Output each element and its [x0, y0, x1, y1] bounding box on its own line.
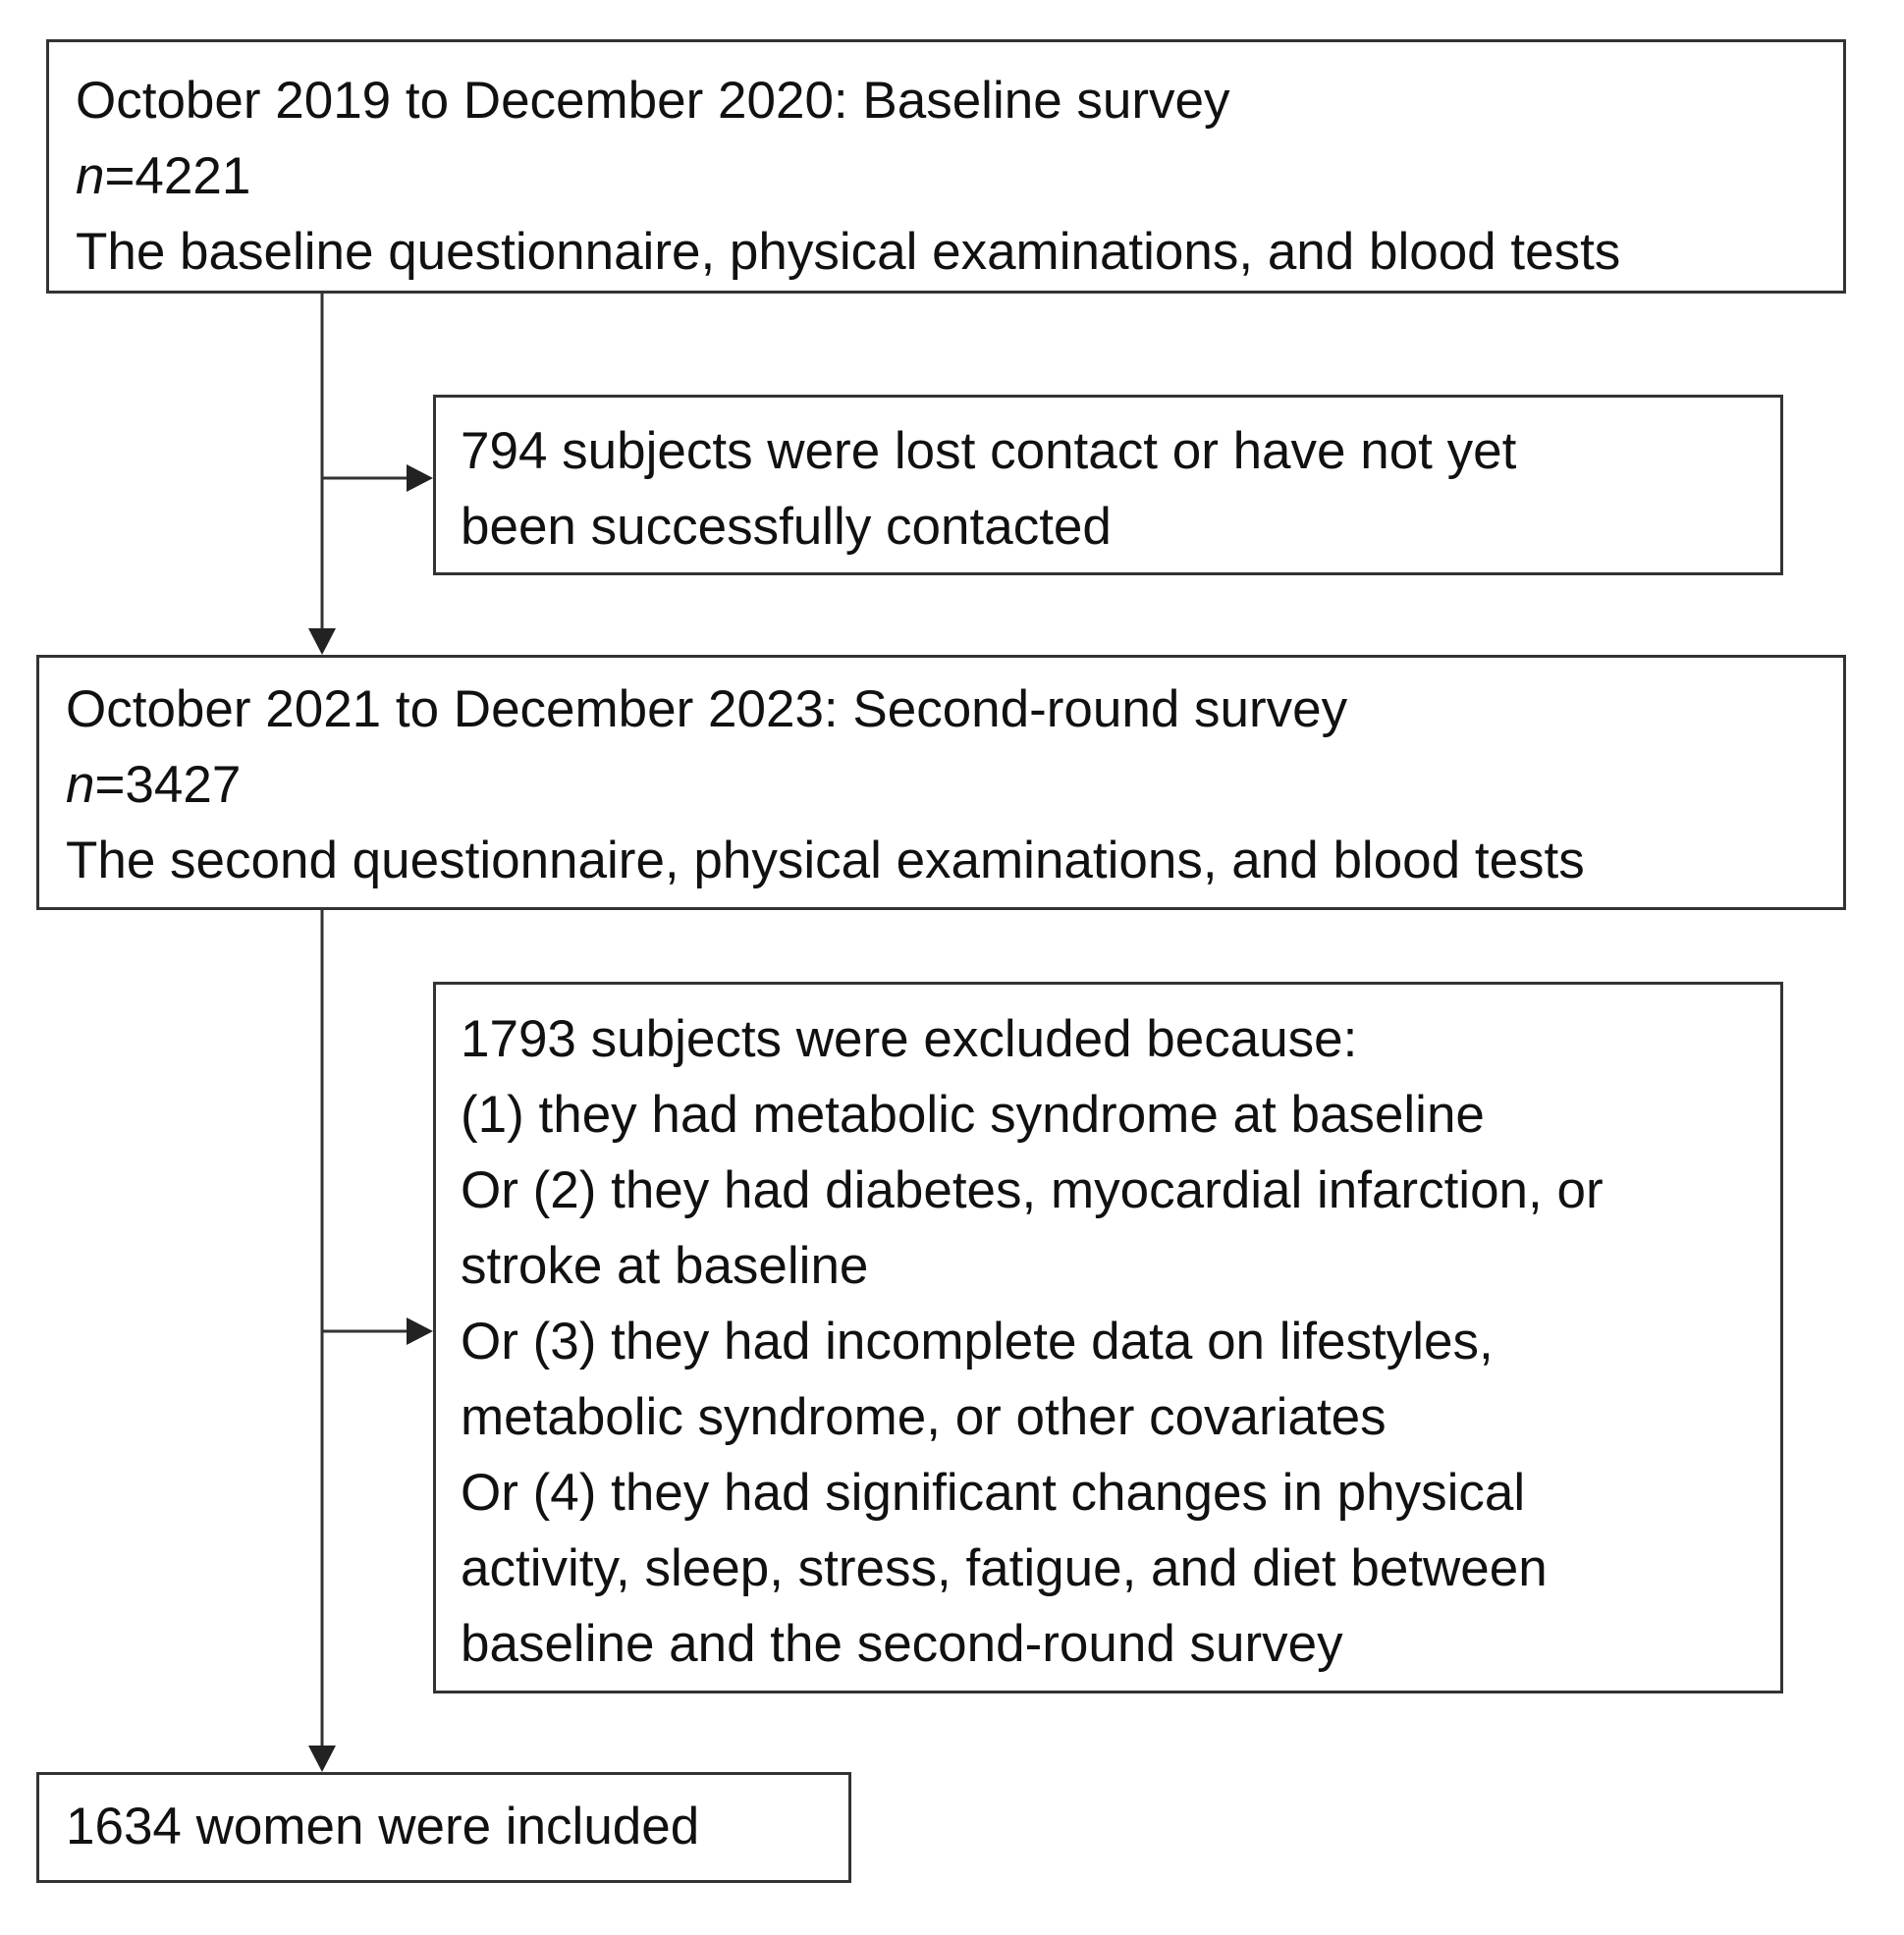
n-symbol: n — [76, 147, 105, 205]
excluded-line-8: activity, sleep, stress, fatigue, and diet between — [461, 1539, 1548, 1597]
arrow-right-to-lost — [407, 464, 433, 492]
excluded-subjects-box — [433, 982, 1783, 1693]
second-n-value: =3427 — [94, 756, 242, 814]
excluded-line-9: baseline and the second-round survey — [461, 1615, 1343, 1673]
excluded-line-3: Or (2) they had diabetes, myocardial infarction, or — [461, 1161, 1604, 1219]
lost-contact-line-1: 794 subjects were lost contact or have not yet — [461, 422, 1517, 480]
second-round-survey-box — [36, 655, 1846, 910]
lost-contact-box — [433, 395, 1783, 575]
second-survey-description: The second questionnaire, physical examinations, and blood tests — [66, 832, 1585, 889]
lost-contact-line-2: been successfully contacted — [461, 498, 1112, 556]
excluded-line-5: Or (3) they had incomplete data on lifestyles, — [461, 1313, 1494, 1371]
excluded-line-2: (1) they had metabolic syndrome at baseline — [461, 1086, 1485, 1144]
included-line: 1634 women were included — [66, 1798, 700, 1855]
excluded-line-6: metabolic syndrome, or other covariates — [461, 1388, 1387, 1446]
arrow-right-to-excluded — [407, 1317, 433, 1345]
baseline-n-value: =4221 — [104, 147, 251, 205]
baseline-survey-description: The baseline questionnaire, physical examinations, and blood tests — [76, 223, 1621, 281]
n-symbol: n — [66, 756, 95, 814]
included-women-box — [36, 1772, 851, 1883]
excluded-line-7: Or (4) they had significant changes in physical — [461, 1464, 1526, 1522]
baseline-survey-title: October 2019 to December 2020: Baseline survey — [76, 72, 1230, 130]
excluded-line-1: 1793 subjects were excluded because: — [461, 1010, 1358, 1068]
arrow-down-to-second — [308, 628, 336, 655]
second-sample-size — [66, 747, 1843, 823]
second-survey-title: October 2021 to December 2023: Second-round survey — [66, 680, 1348, 738]
excluded-line-4: stroke at baseline — [461, 1237, 869, 1295]
arrow-down-to-included — [308, 1746, 336, 1772]
baseline-survey-box — [46, 39, 1846, 294]
baseline-sample-size — [76, 138, 1843, 214]
